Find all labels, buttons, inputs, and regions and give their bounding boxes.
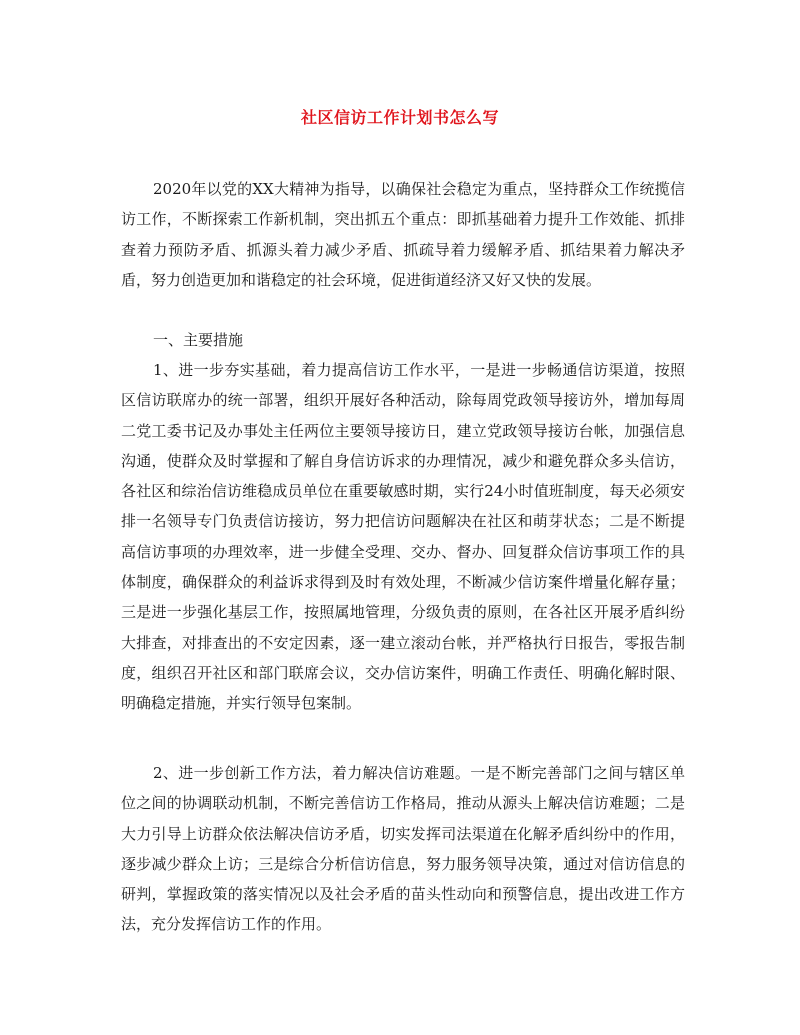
intro-paragraph: 2020年以党的XX大精神为指导，以确保社会稳定为重点，坚持群众工作统揽信访工作，不断探索工作新机制，突出抓五个重点：即抓基础着力提升工作效能、抓排查着力预防矛盾、抓源头着力减少矛盾、抓疏导着力缓解矛盾、抓结果着力解决矛盾，努力创造更加和谐稳定的社会环境，促进街道经济又好又快的发展。 bbox=[121, 180, 685, 289]
document-title: 社区信访工作计划书怎么写 bbox=[300, 108, 499, 127]
section-heading-main-measures: 一、主要措施 bbox=[153, 331, 244, 349]
measure-paragraph-2: 2、进一步创新工作方法，着力解决信访难题。一是不断完善部门之间与辖区单位之间的协调联动机制，不断完善信访工作格局，推动从源头上解决信访难题；二是大力引导上访群众依法解决信访矛盾，切实发挥司法渠道在化解矛盾纠纷中的作用，逐步减少群众上访；三是综合分析信访信息，努力服务领导决策，通过对信访信息的研判，掌握政策的落实情况以及社会矛盾的苗头性动向和预警信息，提出改进工作方法，充分发挥信访工作的作用。 bbox=[121, 764, 685, 934]
measure-paragraph-1: 1、进一步夯实基础，着力提高信访工作水平，一是进一步畅通信访渠道，按照区信访联席办的统一部署，组织开展好各种活动，除每周党政领导接访外，增加每周二党工委书记及办事处主任两位主要领导接访日，建立党政领导接访台帐，加强信息沟通，使群众及时掌握和了解自身信访诉求的办理情况，减少和避免群众多头信访，各社区和综治信访维稳成员单位在重要敏感时期，实行24小时值班制度，每天必须安排一名领导专门负责信访接访，努力把信访问题解决在社区和萌芽状态；二是不断提高信访事项的办理效率，进一步健全受理、交办、督办、回复群众信访事项工作的具体制度，确保群众的利益诉求得到及时有效处理，不断减少信访案件增量化解存量；三是进一步强化基层工作，按照属地管理，分级负责的原则，在各社区开展矛盾纠纷大排查，对排查出的不安定因素，逐一建立滚动台帐，并严格执行日报告，零报告制度，组织召开社区和部门联席会议，交办信访案件，明确工作责任、明确化解时限、明确稳定措施，并实行领导包案制。 bbox=[121, 361, 685, 713]
